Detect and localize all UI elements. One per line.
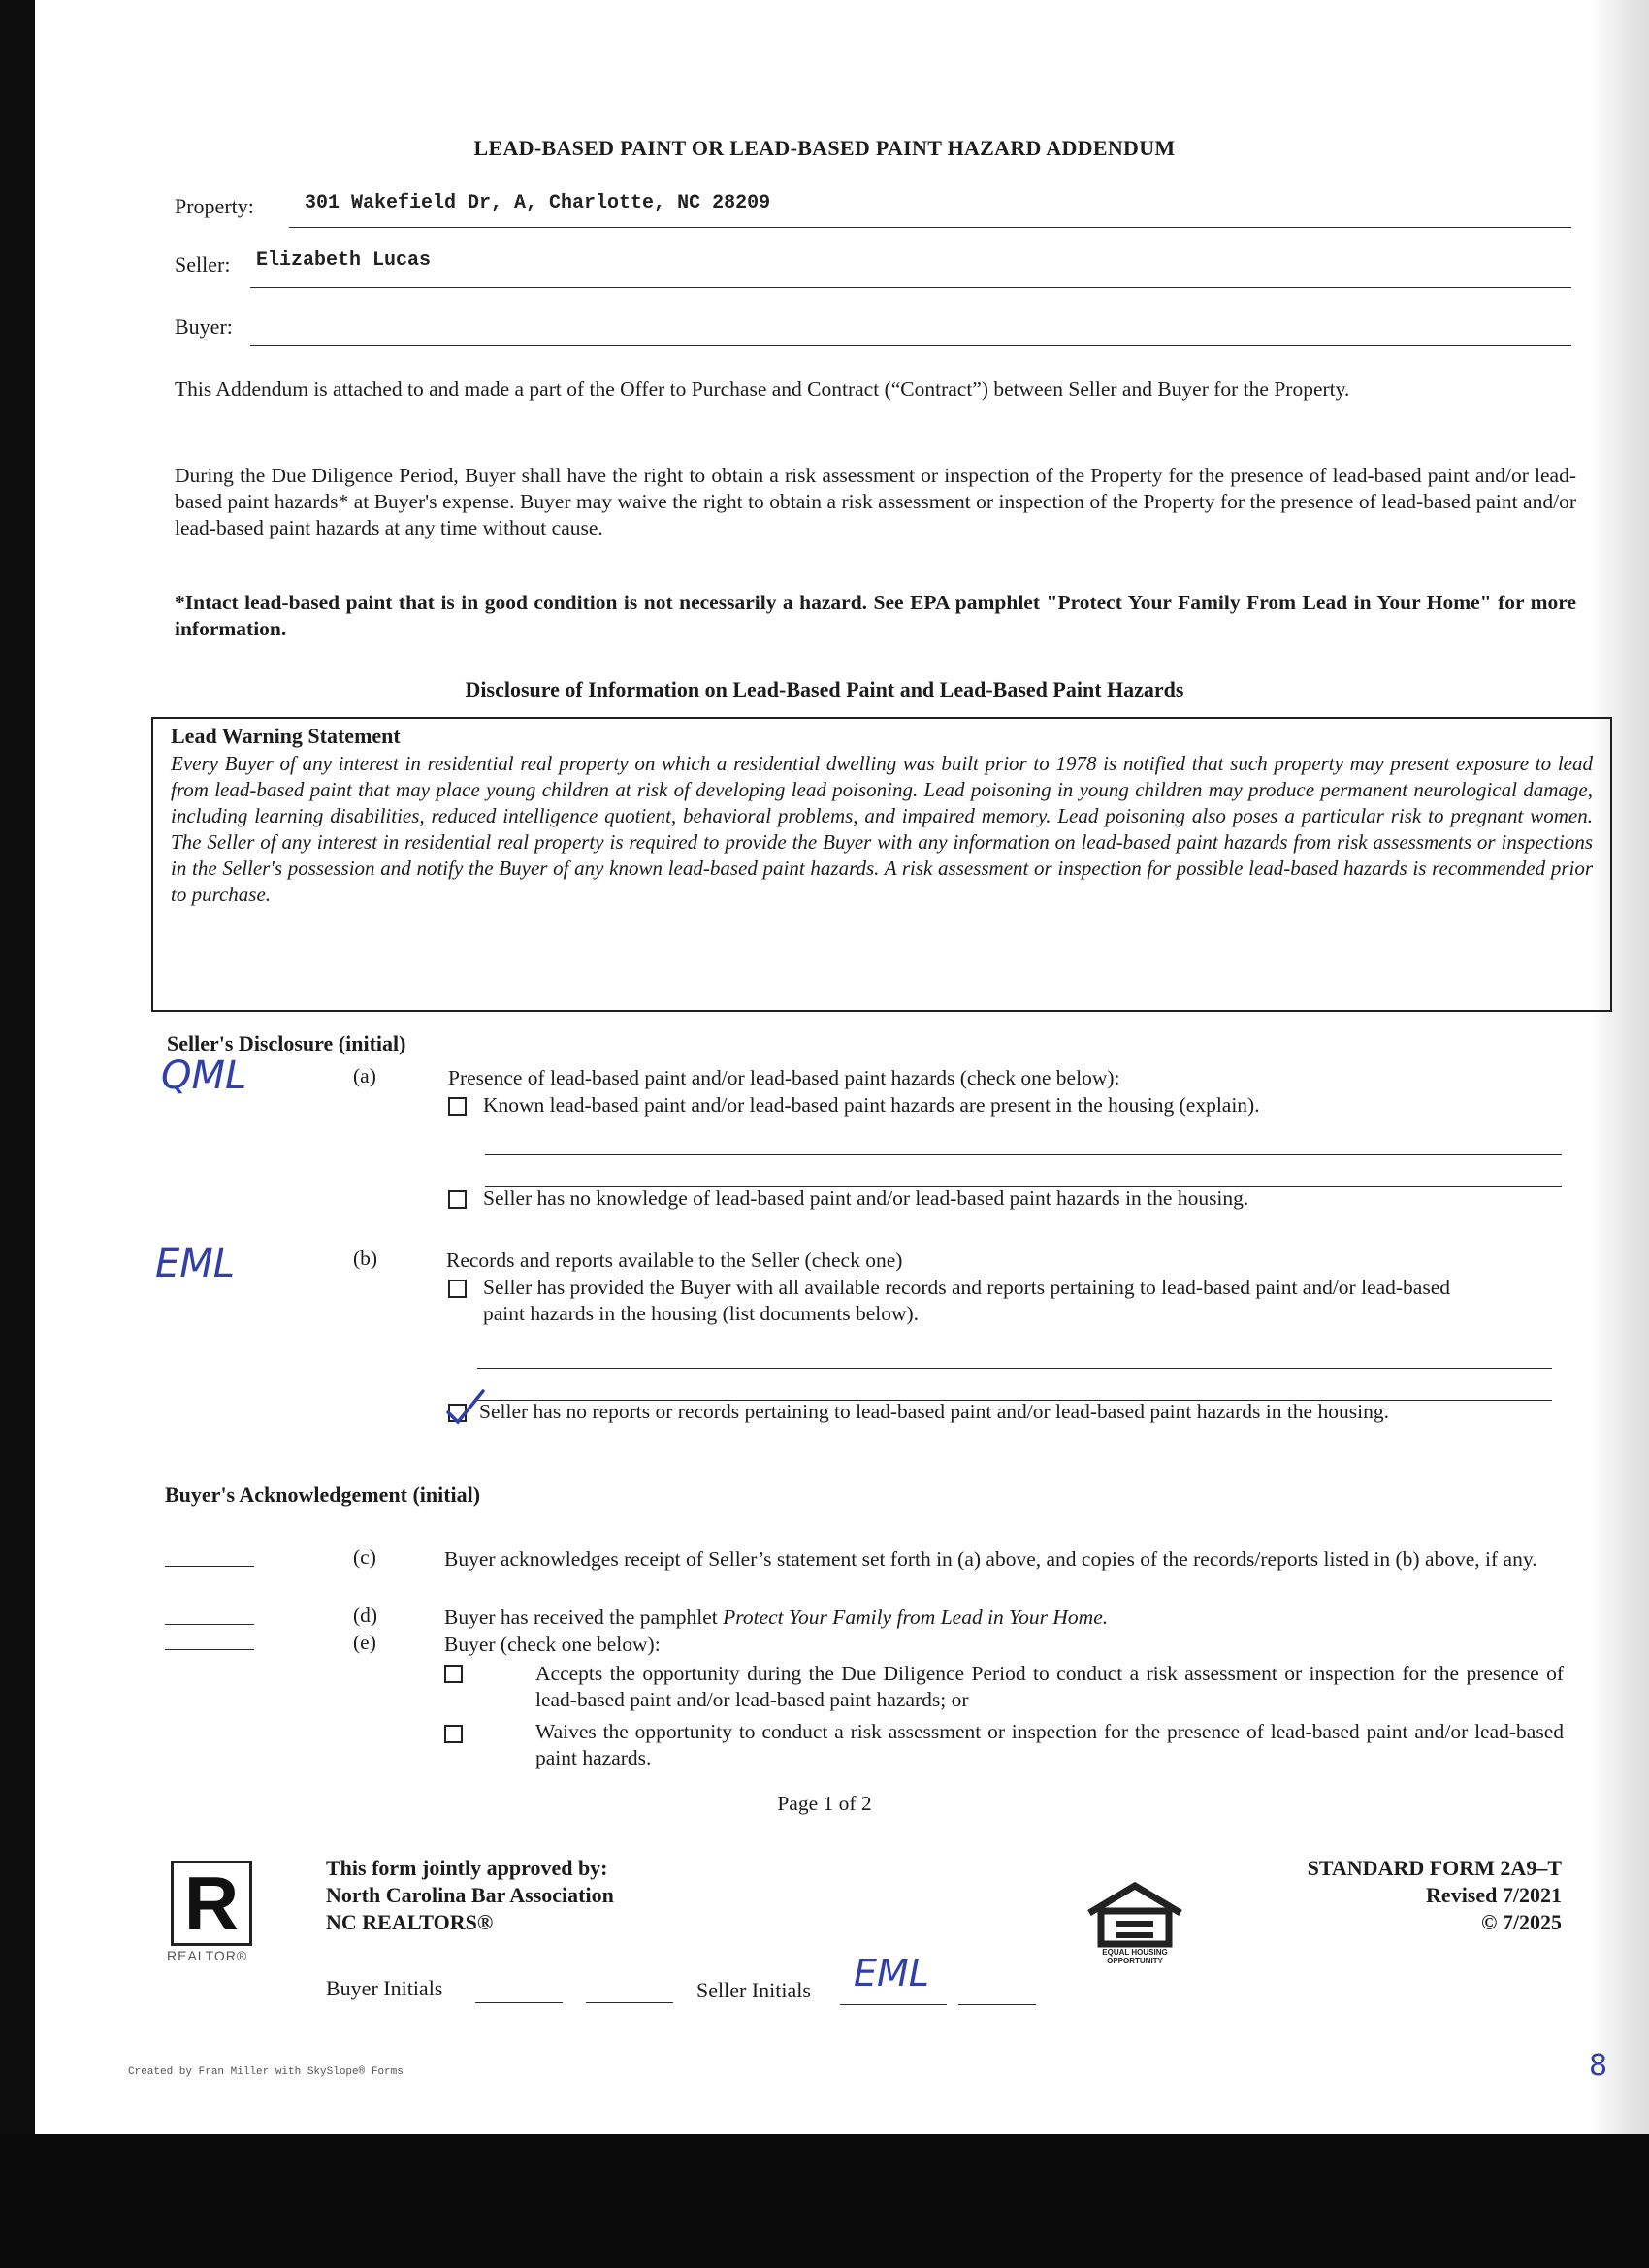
seller-initials-a[interactable]: QML xyxy=(161,1053,247,1098)
seller-initials-footer-2[interactable] xyxy=(958,2004,1036,2005)
created-by-note: Created by Fran Miller with SkySlope® Forms xyxy=(128,2066,404,2078)
seller-initials-footer-1-line xyxy=(840,2004,947,2005)
item-b-option1: Seller has provided the Buyer with all available records and reports pertaining to lead-based paint and/or lead-based paint hazards in the housing (list documents below). xyxy=(483,1276,1451,1325)
revised-date: Revised 7/2021 xyxy=(1426,1883,1562,1907)
disclosure-heading: Disclosure of Information on Lead-Based Paint and Lead-Based Paint Hazards xyxy=(465,677,1184,701)
copyright-date: © 7/2025 xyxy=(1480,1910,1562,1934)
due-diligence-paragraph: During the Due Diligence Period, Buyer shall have the right to obtain a risk assessment or inspection of the Property for the presence of lead-based paint and/or lead-based paint hazards* at Buyer's expense. Buyer may waive the right to obtain a risk assessment or inspection of the Property for the presence of lead-based paint and/or lead-based paint hazards at any time without cause. xyxy=(175,464,1576,539)
item-e-letter: (e) xyxy=(353,1631,376,1654)
item-e-option1: Accepts the opportunity during the Due Diligence Period to conduct a risk assessment or inspection for the presence of lead-based paint and/or lead-based paint hazards; or xyxy=(535,1662,1564,1711)
epa-note: *Intact lead-based paint that is in good condition is not necessarily a hazard. See EPA pamphlet "Protect Your Family From Lead in Your Home" for more information. xyxy=(175,591,1576,640)
property-value[interactable]: 301 Wakefield Dr, A, Charlotte, NC 28209 xyxy=(305,192,771,214)
buyer-initials-c[interactable] xyxy=(165,1566,254,1567)
seller-value[interactable]: Elizabeth Lucas xyxy=(256,249,432,272)
seller-line xyxy=(250,287,1571,288)
documents-line-1 xyxy=(477,1368,1552,1369)
lead-warning-title: Lead Warning Statement xyxy=(171,724,401,748)
buyer-initials-footer-2[interactable] xyxy=(586,2002,673,2003)
intro-paragraph: This Addendum is attached to and made a part of the Offer to Purchase and Contract (“Contract”) between Seller and Buyer for the Property. xyxy=(175,377,1350,401)
property-line xyxy=(289,227,1571,228)
item-b-option2: Seller has no reports or records pertaining to lead-based paint and/or lead-based paint hazards in the housing. xyxy=(479,1400,1389,1423)
buyer-ack-heading: Buyer's Acknowledgement (initial) xyxy=(165,1482,481,1507)
checkbox-a-known[interactable] xyxy=(448,1097,467,1116)
item-e-option2: Waives the opportunity to conduct a risk assessment or inspection for the presence of lead-based paint and/or lead-based paint hazards. xyxy=(535,1720,1564,1769)
item-d-text-plain: Buyer has received the pamphlet xyxy=(444,1605,724,1629)
explain-line-1 xyxy=(485,1154,1562,1155)
approved-by-line1: This form jointly approved by: xyxy=(326,1856,608,1880)
item-e-text: Buyer (check one below): xyxy=(444,1633,661,1656)
realtor-logo-letter: R xyxy=(183,1861,240,1946)
approved-by-line2: North Carolina Bar Association xyxy=(326,1883,614,1907)
property-label: Property: xyxy=(175,194,254,218)
item-a-option2: Seller has no knowledge of lead-based paint and/or lead-based paint hazards in the housing. xyxy=(483,1186,1249,1210)
form-title: LEAD-BASED PAINT OR LEAD-BASED PAINT HAZARD ADDENDUM xyxy=(473,136,1176,160)
seller-label: Seller: xyxy=(175,252,231,276)
checkbox-a-no-knowledge[interactable] xyxy=(448,1190,467,1209)
equal-housing-text: EQUAL HOUSING OPPORTUNITY xyxy=(1102,1948,1168,1965)
buyer-initials-e[interactable] xyxy=(165,1649,254,1650)
seller-initials-label: Seller Initials xyxy=(696,1978,811,2002)
item-c-text: Buyer acknowledges receipt of Seller’s statement set forth in (a) above, and copies of the records/reports listed in (b) above, if any. xyxy=(444,1547,1537,1571)
standard-form-id: STANDARD FORM 2A9–T xyxy=(1307,1856,1562,1880)
checkbox-e-accepts[interactable] xyxy=(444,1665,463,1683)
scan-edge-left xyxy=(0,0,35,2268)
seller-disclosure-heading: Seller's Disclosure (initial) xyxy=(167,1031,406,1055)
item-d-pamphlet-title: Protect Your Family from Lead in Your Home. xyxy=(723,1605,1109,1629)
buyer-initials-d[interactable] xyxy=(165,1624,254,1625)
item-b-text: Records and reports available to the Seller (check one) xyxy=(446,1248,903,1272)
item-a-text: Presence of lead-based paint and/or lead-based paint hazards (check one below): xyxy=(448,1066,1120,1089)
checkbox-e-waives[interactable] xyxy=(444,1725,463,1743)
seller-initials-b[interactable]: EML xyxy=(155,1242,236,1286)
item-a-option1: Known lead-based paint and/or lead-based paint hazards are present in the housing (explain). xyxy=(483,1093,1260,1117)
seller-initials-footer-1[interactable]: EML xyxy=(854,1952,929,1994)
scan-shadow-right xyxy=(1591,0,1649,2163)
item-c-letter: (c) xyxy=(353,1545,376,1569)
handwritten-corner-mark: 8 xyxy=(1589,2049,1608,2083)
buyer-label: Buyer: xyxy=(175,314,233,339)
buyer-line xyxy=(250,345,1571,346)
approved-by-line3: NC REALTORS® xyxy=(326,1910,494,1934)
item-b-letter: (b) xyxy=(353,1247,378,1270)
lead-warning-body: Every Buyer of any interest in residential real property on which a residential dwelling was built prior to 1978 is notified that such property may present exposure to lead from lead-based paint that may place young children at risk of developing lead poisoning. Lead poisoning in young children may produce permanent neurological damage, including learning disabilities, reduced intelligence quotient, behavioral problems, and impaired memory. Lead poisoning also poses a particular risk to pregnant women. The Seller of any interest in residential real property is required to provide the Buyer with any information on lead-based paint hazards from risk assessments or inspections in the Seller's possession and notify the Buyer of any known lead-based paint hazards. A risk assessment or inspection for possible lead-based hazards is recommended prior to purchase. xyxy=(171,752,1593,906)
scan-edge-bottom xyxy=(0,2134,1649,2268)
item-a-letter: (a) xyxy=(353,1064,376,1087)
page-number: Page 1 of 2 xyxy=(777,1792,872,1815)
buyer-initials-footer-1[interactable] xyxy=(475,2002,563,2003)
buyer-initials-label: Buyer Initials xyxy=(326,1976,443,2000)
item-d-text xyxy=(444,1604,1108,1631)
item-d-letter: (d) xyxy=(353,1604,378,1627)
checkbox-b-provided[interactable] xyxy=(448,1280,467,1298)
realtor-wordmark: REALTOR® xyxy=(167,1948,248,1963)
